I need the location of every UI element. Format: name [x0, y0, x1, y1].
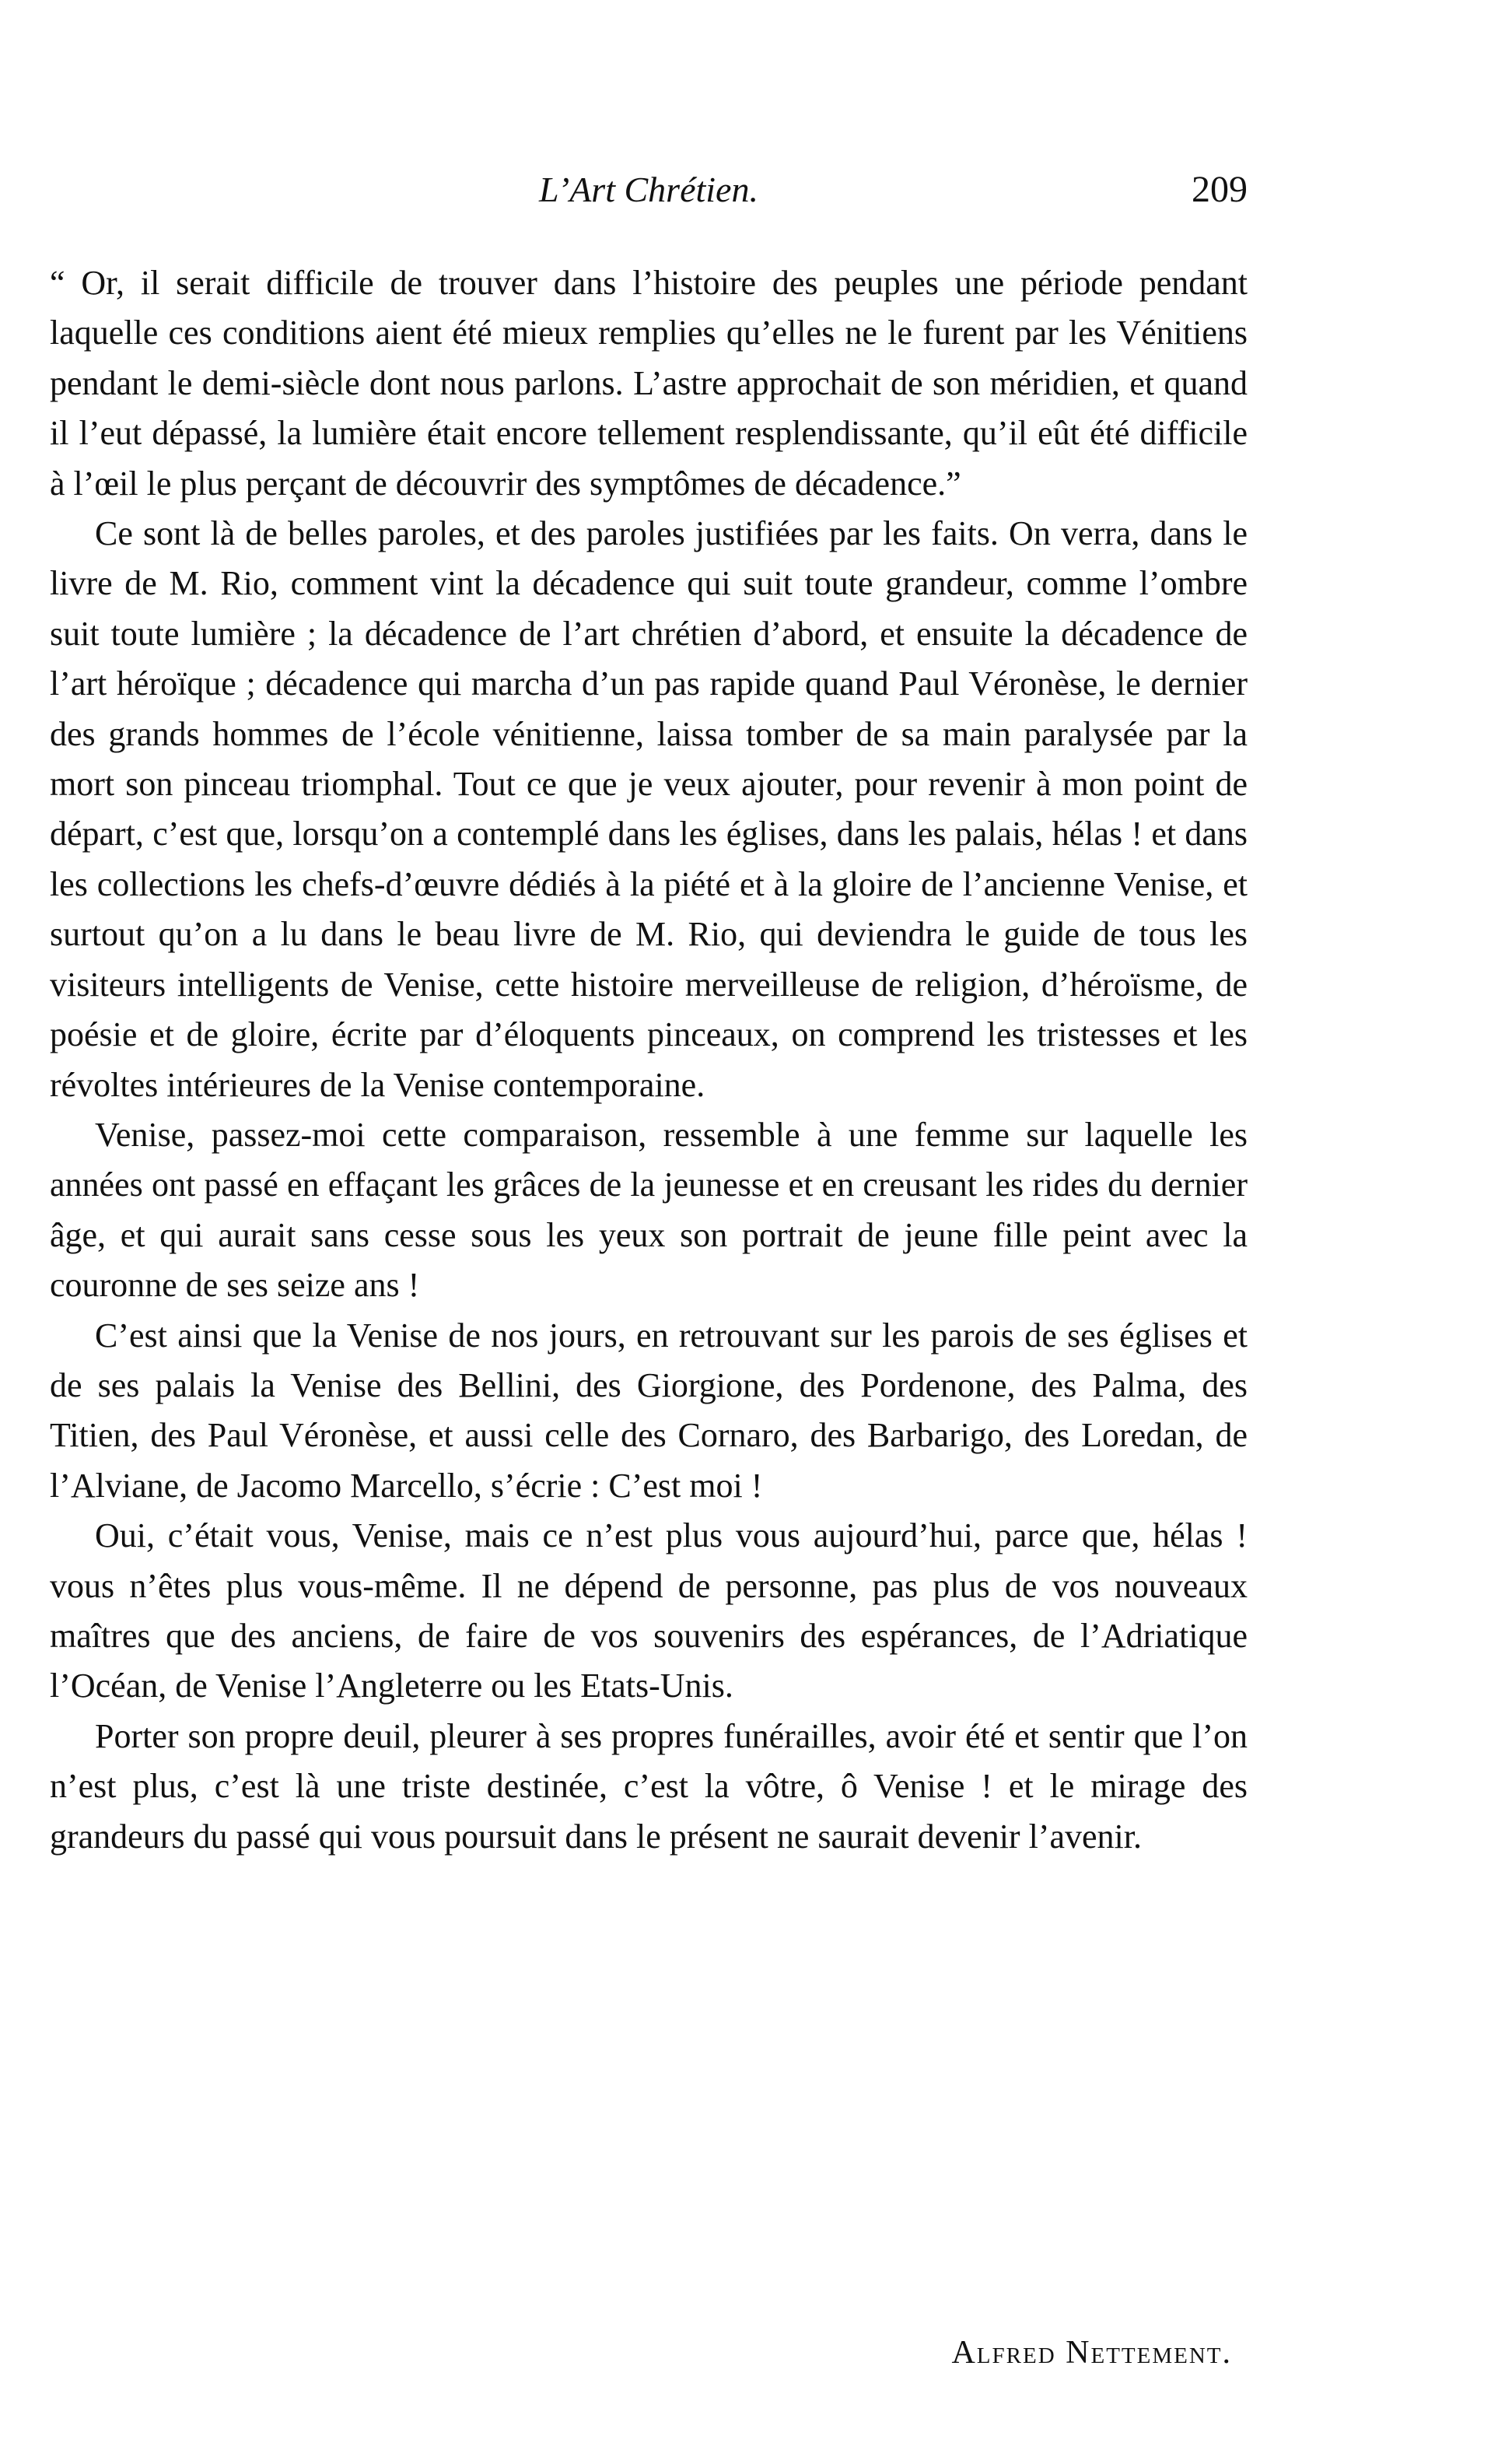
body-text [50, 258, 1248, 1862]
paragraph: Ce sont là de belles paroles, et des paroles justifiées par les faits. On verra, dans le livre de M. Rio, comment vint la décadence qui suit toute grandeur, comme l’ombre suit toute lumière ; la décadence de l’art chrétien d’abord, et ensuite la décadence de l’art héroïque ; décadence qui marcha d’un pas rapide quand Paul Véronèse, le dernier des grands hommes de l’école vénitienne, laissa tomber de sa main paralysée par la mort son pinceau triomphal. Tout ce que je veux ajouter, pour revenir à mon point de départ, c’est que, lorsqu’on a contemplé dans les églises, dans les palais, hélas ! et dans les collections les chefs-d’œuvre dédiés à la piété et à la gloire de l’ancienne Venise, et surtout qu’on a lu dans le beau livre de M. Rio, qui deviendra le guide de tous les visiteurs intelligents de Venise, cette histoire merveilleuse de religion, d’héroïsme, de poésie et de gloire, écrite par d’éloquents pinceaux, on comprend les tristesses et les révoltes intérieures de la Venise contemporaine. [50, 514, 1248, 1104]
paragraph: C’est ainsi que la Venise de nos jours, en retrouvant sur les parois de ses églises et de ses palais la Venise des Bellini, des Giorgione, des Pordenone, des Palma, des Titien, des Paul Véronèse, et aussi celle des Cornaro, des Barbarigo, des Loredan, de l’Alviane, de Jacomo Marcello, s’écrie : C’est moi ! [50, 1316, 1248, 1505]
paragraph: Venise, passez-moi cette comparaison, ressemble à une femme sur laquelle les années ont passé en effaçant les grâces de la jeunesse et en creusant les rides du dernier âge, et qui aurait sans cesse sous les yeux son portrait de jeune fille peint avec la couronne de ses seize ans ! [50, 1115, 1248, 1305]
paragraph-quotation: “ Or, il serait difficile de trouver dans l’histoire des peuples une période pendant laquelle ces conditions aient été mieux remplies qu’elles ne le furent par les Vénitiens pendant le demi-siècle dont nous parlons. L’astre approchait de son méridien, et quand il l’eut dépassé, la lumière était encore tellement resplendissante, qu’il eût été difficile à l’œil le plus perçant de découvrir des symptômes de décadence.” [50, 264, 1248, 503]
running-head [50, 168, 1248, 215]
running-title: L’Art Chrétien. [539, 170, 758, 209]
paragraph: Oui, c’était vous, Venise, mais ce n’est plus vous aujourd’hui, parce que, hélas ! vous n’êtes plus vous-même. Il ne dépend de personne, pas plus de vos nouveaux maîtres que des anciens, de faire de vos souvenirs des espérances, de l’Adriatique l’Océan, de Venise l’Angleterre ou les Etats-Unis. [50, 1516, 1248, 1705]
author-signature: Alfred Nettement. [951, 2335, 1232, 2371]
paragraph: Porter son propre deuil, pleurer à ses propres funérailles, avoir été et sentir que l’on n’est plus, c’est là une triste destinée, c’est la vôtre, ô Venise ! et le mirage des grandeurs du passé qui vous poursuit dans le présent ne saurait devenir l’avenir. [50, 1716, 1248, 1856]
page-number: 209 [1192, 169, 1248, 210]
